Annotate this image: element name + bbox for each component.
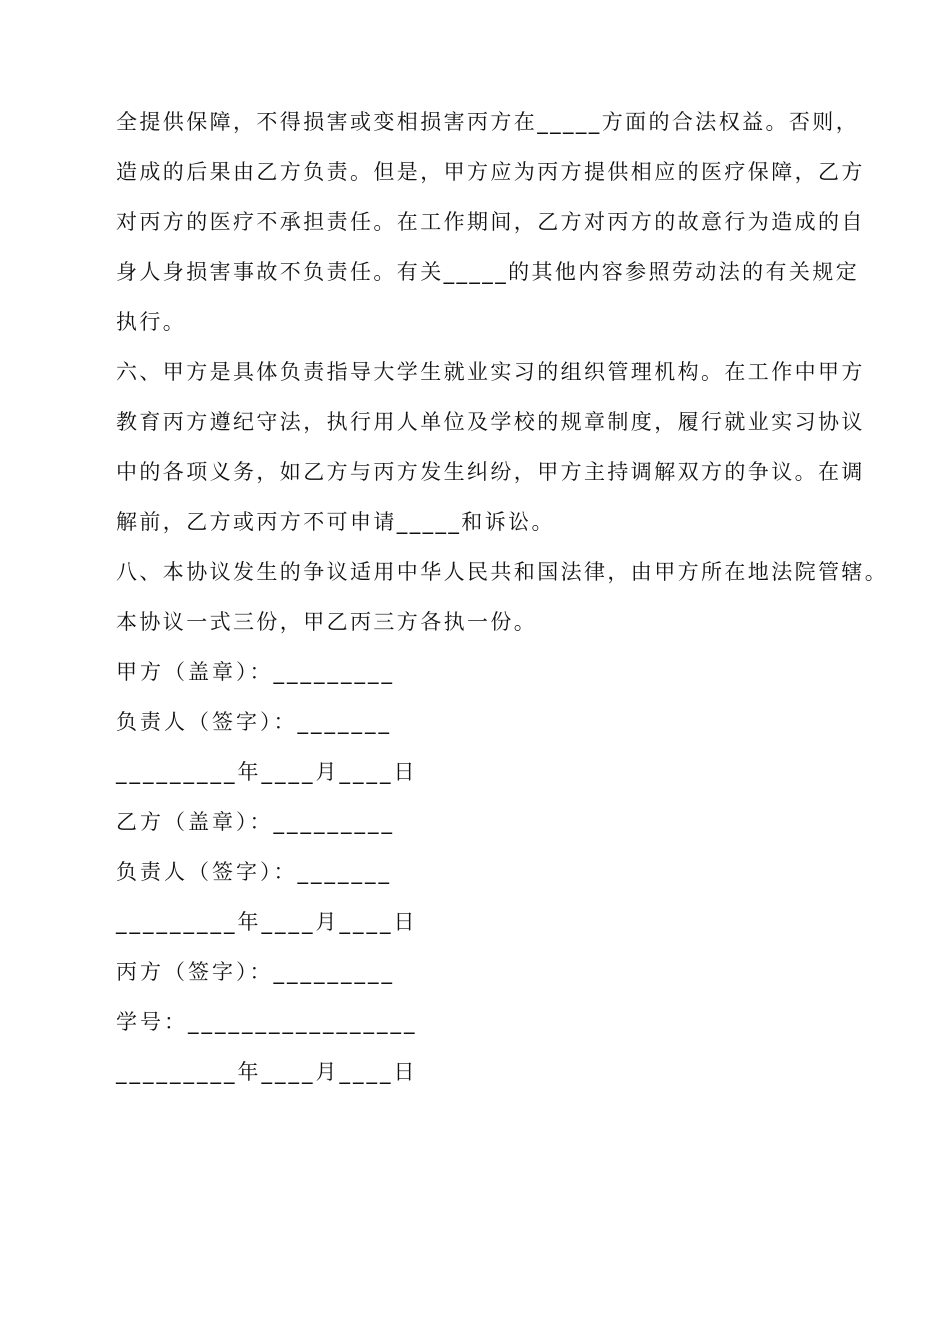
body-line: 教育丙方遵纪守法，执行用人单位及学校的规章制度，履行就业实习协议 bbox=[116, 410, 865, 434]
party-a-signer-line: 负责人（签字）：_______ bbox=[116, 710, 392, 734]
party-a-seal-line: 甲方（盖章）：_________ bbox=[116, 660, 395, 684]
body-line: 造成的后果由乙方负责。但是，甲方应为丙方提供相应的医疗保障，乙方 bbox=[116, 160, 865, 184]
party-b-seal-line: 乙方（盖章）：_________ bbox=[116, 810, 395, 834]
party-c-date-line: _________年____月____日 bbox=[116, 1060, 418, 1084]
student-id-line: 学号：_________________ bbox=[116, 1010, 418, 1034]
body-line: 对丙方的医疗不承担责任。在工作期间，乙方对丙方的故意行为造成的自 bbox=[116, 210, 865, 234]
body-line: 八、本协议发生的争议适用中华人民共和国法律，由甲方所在地法院管辖。 bbox=[116, 560, 889, 584]
body-line: 六、甲方是具体负责指导大学生就业实习的组织管理机构。在工作中甲方 bbox=[116, 360, 865, 384]
body-line: 中的各项义务，如乙方与丙方发生纠纷，甲方主持调解双方的争议。在调 bbox=[116, 460, 865, 484]
party-b-signer-line: 负责人（签字）：_______ bbox=[116, 860, 392, 884]
body-line: 身人身损害事故不负责任。有关_____的其他内容参照劳动法的有关规定 bbox=[116, 260, 860, 284]
body-line: 本协议一式三份，甲乙丙三方各执一份。 bbox=[116, 610, 538, 634]
party-b-date-line: _________年____月____日 bbox=[116, 910, 418, 934]
body-line: 解前，乙方或丙方不可申请_____和诉讼。 bbox=[116, 510, 555, 534]
party-a-date-line: _________年____月____日 bbox=[116, 760, 418, 784]
party-c-signature-line: 丙方（签字）：_________ bbox=[116, 960, 395, 984]
body-line: 执行。 bbox=[116, 310, 187, 334]
body-line: 全提供保障，不得损害或变相损害丙方在_____方面的合法权益。否则， bbox=[116, 110, 860, 134]
